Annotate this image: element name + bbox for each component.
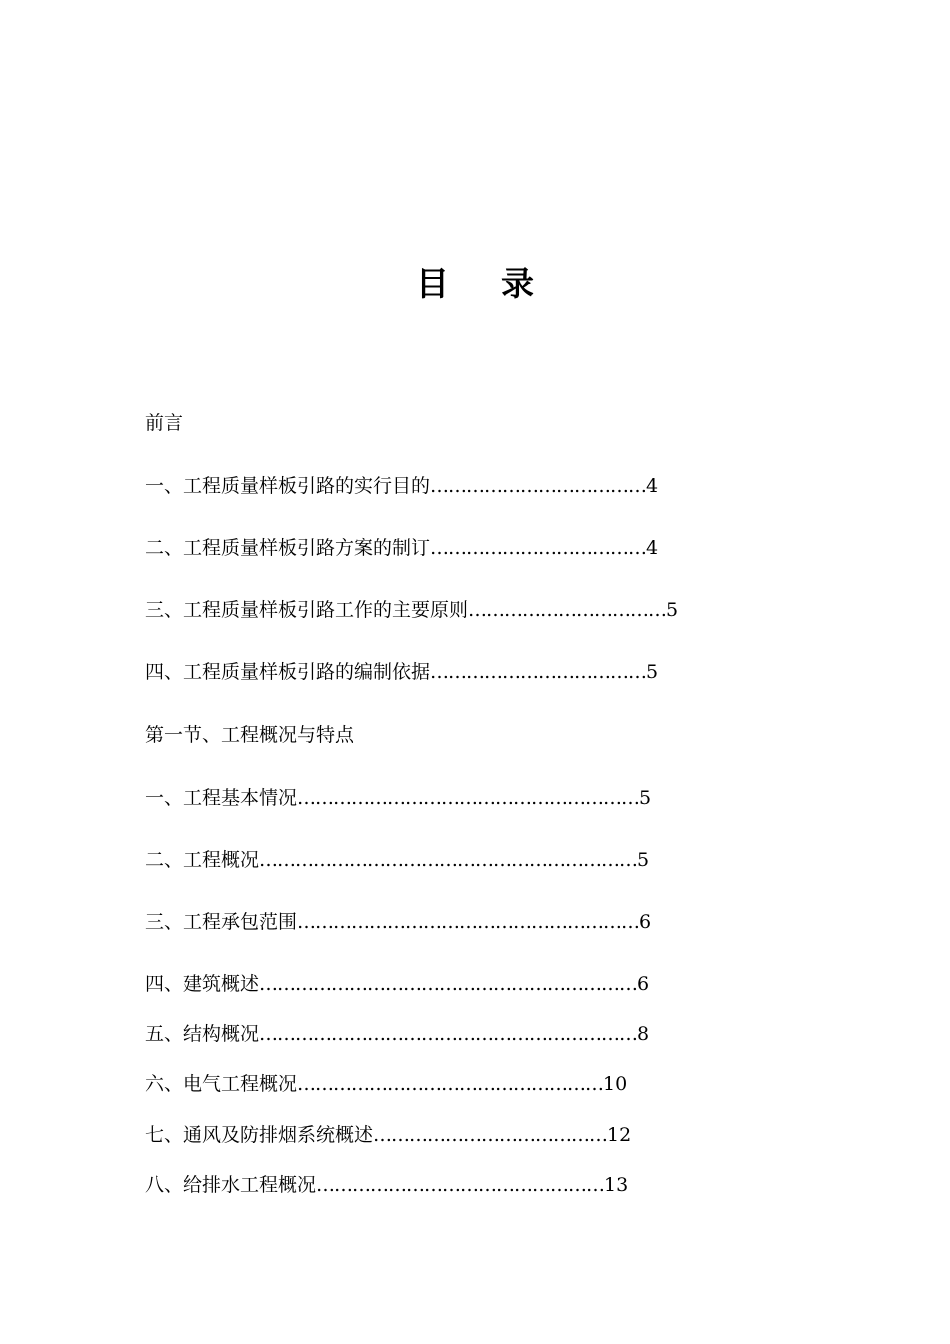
toc-entry-page: 4 xyxy=(646,537,659,559)
toc-entry-leader: ……………………………………………………… xyxy=(259,973,638,995)
toc-entry xyxy=(145,597,678,623)
toc-entry-label: 八、给排水工程概况 xyxy=(145,1174,317,1196)
toc-entry-label: 七、通风及防排烟系统概述 xyxy=(145,1124,374,1146)
toc-section-heading xyxy=(145,722,354,748)
toc-entry-leader: ……………………………………………………… xyxy=(259,849,638,871)
toc-entry xyxy=(145,847,649,873)
toc-entry-page: 12 xyxy=(607,1124,632,1146)
toc-entry xyxy=(145,1122,631,1148)
toc-entry xyxy=(145,785,651,811)
toc-entry-page: 5 xyxy=(666,599,679,621)
toc-title-char-1: 目 xyxy=(416,264,449,303)
toc-entry-leader: ………………………………………………… xyxy=(297,787,640,809)
toc-entry-leader: ………………………………………… xyxy=(316,1174,605,1196)
toc-entry-leader: ………………………………………………… xyxy=(297,911,640,933)
toc-entry-label: 四、工程质量样板引路的编制依据 xyxy=(145,661,431,683)
toc-entry-page: 5 xyxy=(646,661,659,683)
toc-entry xyxy=(145,1071,627,1097)
toc-entry-leader: ……………………………… xyxy=(430,661,647,683)
toc-entry-label: 一、工程基本情况 xyxy=(145,787,298,809)
toc-entry xyxy=(145,971,649,997)
toc-entry-label: 一、工程质量样板引路的实行目的 xyxy=(145,475,431,497)
toc-entry-page: 5 xyxy=(639,787,652,809)
toc-entry-page: 4 xyxy=(646,475,659,497)
toc-entry xyxy=(145,535,658,561)
toc-entry-label: 五、结构概况 xyxy=(145,1023,260,1045)
toc-entry-leader: ……………………………………………………… xyxy=(259,1023,638,1045)
toc-entry-page: 10 xyxy=(603,1073,628,1095)
toc-entry-preface xyxy=(145,410,183,436)
toc-entry-page: 5 xyxy=(637,849,650,871)
toc-entry xyxy=(145,659,658,685)
toc-entry-leader: …………………………………………… xyxy=(297,1073,604,1095)
toc-entry-page: 13 xyxy=(604,1174,629,1196)
toc-title-char-2: 录 xyxy=(501,264,534,303)
toc-entry-label: 二、工程质量样板引路方案的制订 xyxy=(145,537,431,559)
toc-entry xyxy=(145,909,651,935)
toc-entry-page: 6 xyxy=(639,911,652,933)
toc-entry-label: 第一节、工程概况与特点 xyxy=(145,724,355,746)
toc-entry-page: 8 xyxy=(637,1023,650,1045)
toc-entry-label: 四、建筑概述 xyxy=(145,973,260,995)
toc-entry-label: 前言 xyxy=(145,412,184,434)
toc-entry xyxy=(145,1021,649,1047)
toc-entry-label: 六、电气工程概况 xyxy=(145,1073,298,1095)
toc-entry-label: 三、工程承包范围 xyxy=(145,911,298,933)
toc-entry-page: 6 xyxy=(637,973,650,995)
toc-entry-label: 三、工程质量样板引路工作的主要原则 xyxy=(145,599,469,621)
toc-title xyxy=(0,262,950,306)
toc-entry xyxy=(145,473,658,499)
toc-entry-leader: ……………………………… xyxy=(430,537,647,559)
toc-entry-leader: ………………………………… xyxy=(373,1124,608,1146)
toc-entry-leader: ……………………………… xyxy=(430,475,647,497)
toc-entry-label: 二、工程概况 xyxy=(145,849,260,871)
toc-entry-leader: …………………………… xyxy=(468,599,667,621)
toc-entry xyxy=(145,1172,628,1198)
